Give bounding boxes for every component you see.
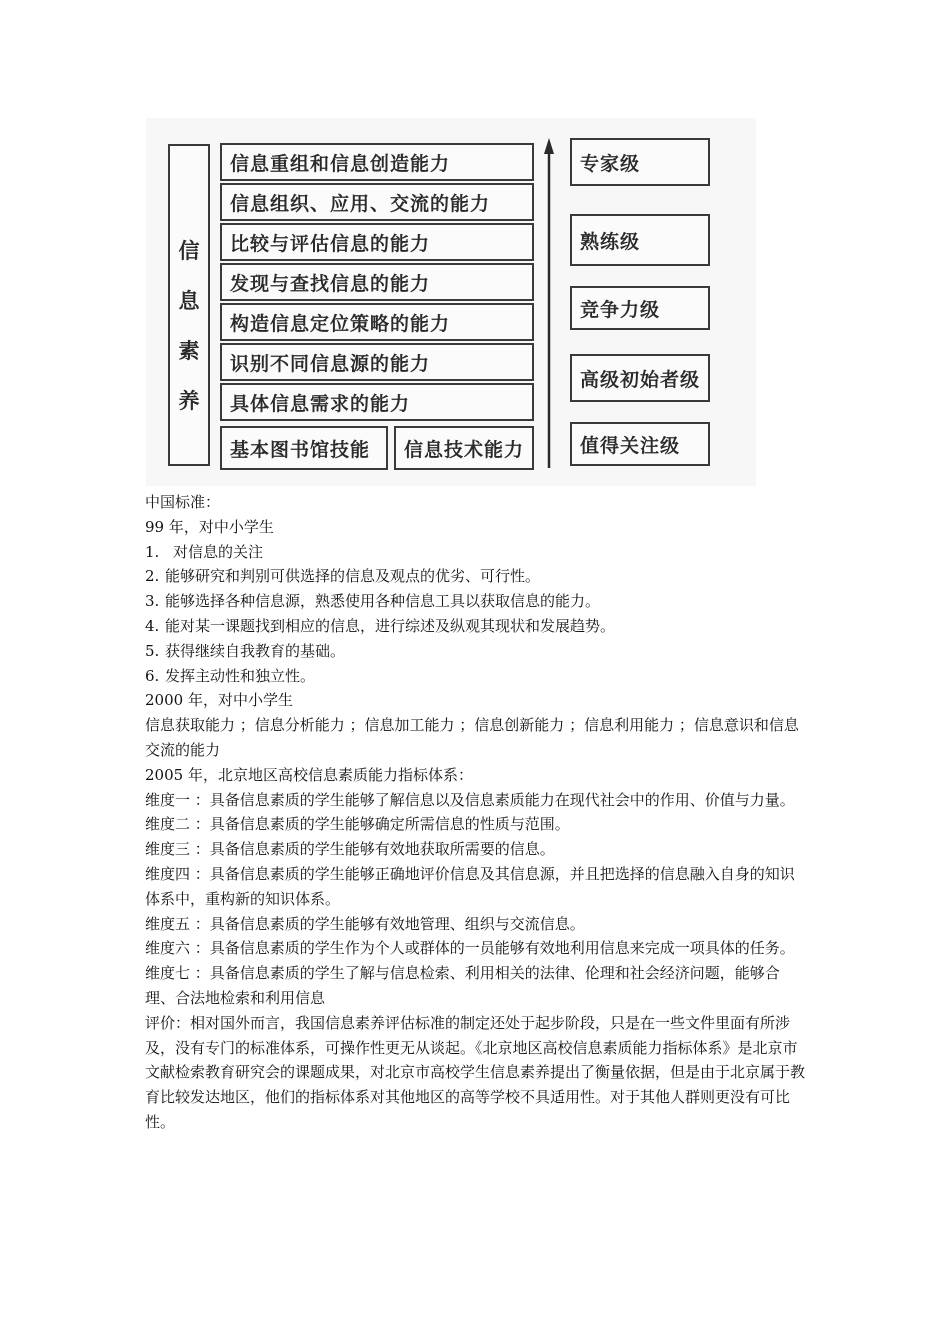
dimension-item: 维度四 ：具备信息素质的学生能够正确地评价信息及其信息源，并且把选择的信息融入自身的知识体系中，重构新的知识体系。 bbox=[145, 864, 795, 908]
level-box-notable: 值得关注级 bbox=[570, 422, 710, 466]
skill-box: 信息重组和信息创造能力 bbox=[220, 143, 534, 181]
info-literacy-side-label bbox=[168, 144, 210, 466]
dimension-item: 维度五 ：具备信息素质的学生能够有效地管理、组织与交流信息。 bbox=[145, 914, 585, 933]
dimension-item: 维度二 ：具备信息素质的学生能够确定所需信息的性质与范围。 bbox=[145, 815, 570, 834]
level-box-proficient: 熟练级 bbox=[570, 214, 710, 266]
list-item: 4. 能对某一课题找到相应的信息，进行综述及纵观其现状和发展趋势。 bbox=[145, 616, 616, 635]
list-item: 5. 获得继续自我教育的基础。 bbox=[145, 641, 346, 660]
list-item: 3. 能够选择各种信息源，熟悉使用各种信息工具以获取信息的能力。 bbox=[145, 592, 601, 611]
skill-box: 比较与评估信息的能力 bbox=[220, 223, 534, 261]
dimension-item: 维度七 ：具备信息素质的学生了解与信息检索、利用相关的法律、伦理和社会经济问题，能够合理、合法地检索和利用信息 bbox=[145, 964, 780, 1007]
heading-2005: 2005 年，北京地区高校信息素质能力指标体系： bbox=[145, 765, 473, 784]
skill-box: 发现与查找信息的能力 bbox=[220, 263, 534, 301]
base-skill-box: 信息技术能力 bbox=[394, 426, 534, 470]
skill-box: 识别不同信息源的能力 bbox=[220, 343, 534, 381]
base-skill-box: 基本图书馆技能 bbox=[220, 426, 388, 470]
level-box-expert: 专家级 bbox=[570, 138, 710, 186]
section-intro: 中国标准： bbox=[145, 493, 221, 511]
side-char: 素 bbox=[178, 339, 200, 363]
document-body bbox=[145, 490, 809, 1135]
list-item: 2. 能够研究和判别可供选择的信息及观点的优劣、可行性。 bbox=[145, 567, 541, 586]
dimension-item: 维度三 ：具备信息素质的学生能够有效地获取所需要的信息。 bbox=[145, 840, 555, 859]
skill-box: 构造信息定位策略的能力 bbox=[220, 303, 534, 341]
skill-box: 信息组织、应用、交流的能力 bbox=[220, 183, 534, 221]
dimension-item: 维度一 ：具备信息素质的学生能够了解信息以及信息素质能力在现代社会中的作用、价值与力量。 bbox=[145, 790, 795, 809]
level-box-advanced-beginner: 高级初始者级 bbox=[570, 354, 710, 402]
paragraph-2000: 信息获取能力 ；信息分析能力 ；信息加工能力 ；信息创新能力 ；信息利用能力 ；信息意识和信息交流的能力 bbox=[145, 716, 799, 759]
list-item: 6. 发挥主动性和独立性。 bbox=[145, 666, 316, 685]
dimension-item: 维度六 ：具备信息素质的学生作为个人或群体的一员能够有效地利用信息来完成一项具体的任务。 bbox=[145, 939, 795, 958]
heading-2000: 2000 年，对中小学生 bbox=[145, 691, 293, 710]
information-literacy-diagram bbox=[146, 118, 756, 486]
level-box-competent: 竞争力级 bbox=[570, 286, 710, 330]
list-item: 1. 对信息的关注 bbox=[145, 542, 264, 561]
side-char: 信 bbox=[178, 239, 200, 263]
heading-1999: 99 年，对中小学生 bbox=[145, 517, 274, 536]
skill-box: 具体信息需求的能力 bbox=[220, 383, 534, 421]
evaluation-paragraph: 评价：相对国外而言，我国信息素养评估标准的制定还处于起步阶段，只是在一些文件里面有所涉及，没有专门的标准体系，可操作性更无从谈起。《北京地区高校信息素质能力指标体系》是北京市文献检索教育研究会的课题成果，对北京市高校学生信息素养提出了衡量依据，但是由于北京属于教育比较发达地区，他们的指标体系对其他地区的高等学校不具适用性。对于其他人群则更没有可比性。 bbox=[145, 1013, 806, 1131]
side-char: 养 bbox=[178, 389, 200, 413]
side-char: 息 bbox=[178, 289, 200, 313]
up-arrow-icon bbox=[544, 138, 554, 468]
cropped-caption-fragment bbox=[146, 118, 756, 124]
